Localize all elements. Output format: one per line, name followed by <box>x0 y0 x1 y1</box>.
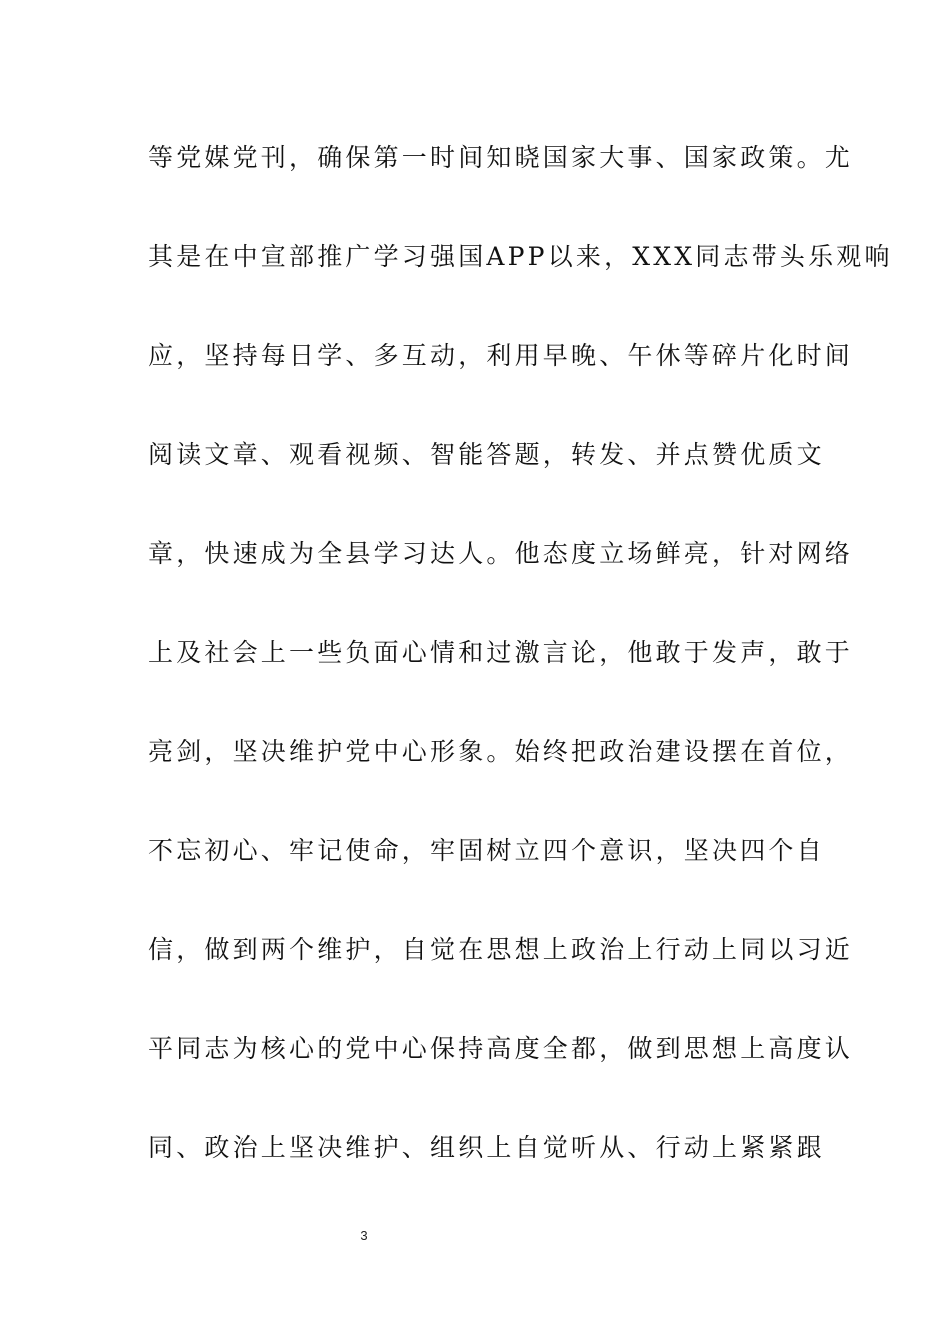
text-line: 应，坚持每日学、多互动，利用早晚、午休等碎片化时间 <box>148 341 854 370</box>
text-line: 上及社会上一些负面心情和过激言论，他敢于发声，敢于 <box>148 638 854 667</box>
text-line: 不忘初心、牢记使命，牢固树立四个意识，坚决四个自 <box>148 836 825 865</box>
text-line: 同、政治上坚决维护、组织上自觉听从、行动上紧紧跟 <box>148 1133 825 1162</box>
text-line: 章，快速成为全县学习达人。他态度立场鲜亮，针对网络 <box>148 539 854 568</box>
text-line: 信，做到两个维护，自觉在思想上政治上行动上同以习近 <box>148 935 854 964</box>
text-line: 等党媒党刊，确保第一时间知晓国家大事、国家政策。尤 <box>148 143 854 172</box>
text-line: 亮剑，坚决维护党中心形象。始终把政治建设摆在首位， <box>148 737 854 766</box>
text-line: 平同志为核心的党中心保持高度全都，做到思想上高度认 <box>148 1034 854 1063</box>
text-line: 阅读文章、观看视频、智能答题，转发、并点赞优质文 <box>148 440 825 469</box>
text-line: 其是在中宣部推广学习强国APP以来，XXX同志带头乐观响 <box>148 242 893 271</box>
body-text <box>148 128 893 1217</box>
page-number: 3 <box>360 1228 368 1243</box>
